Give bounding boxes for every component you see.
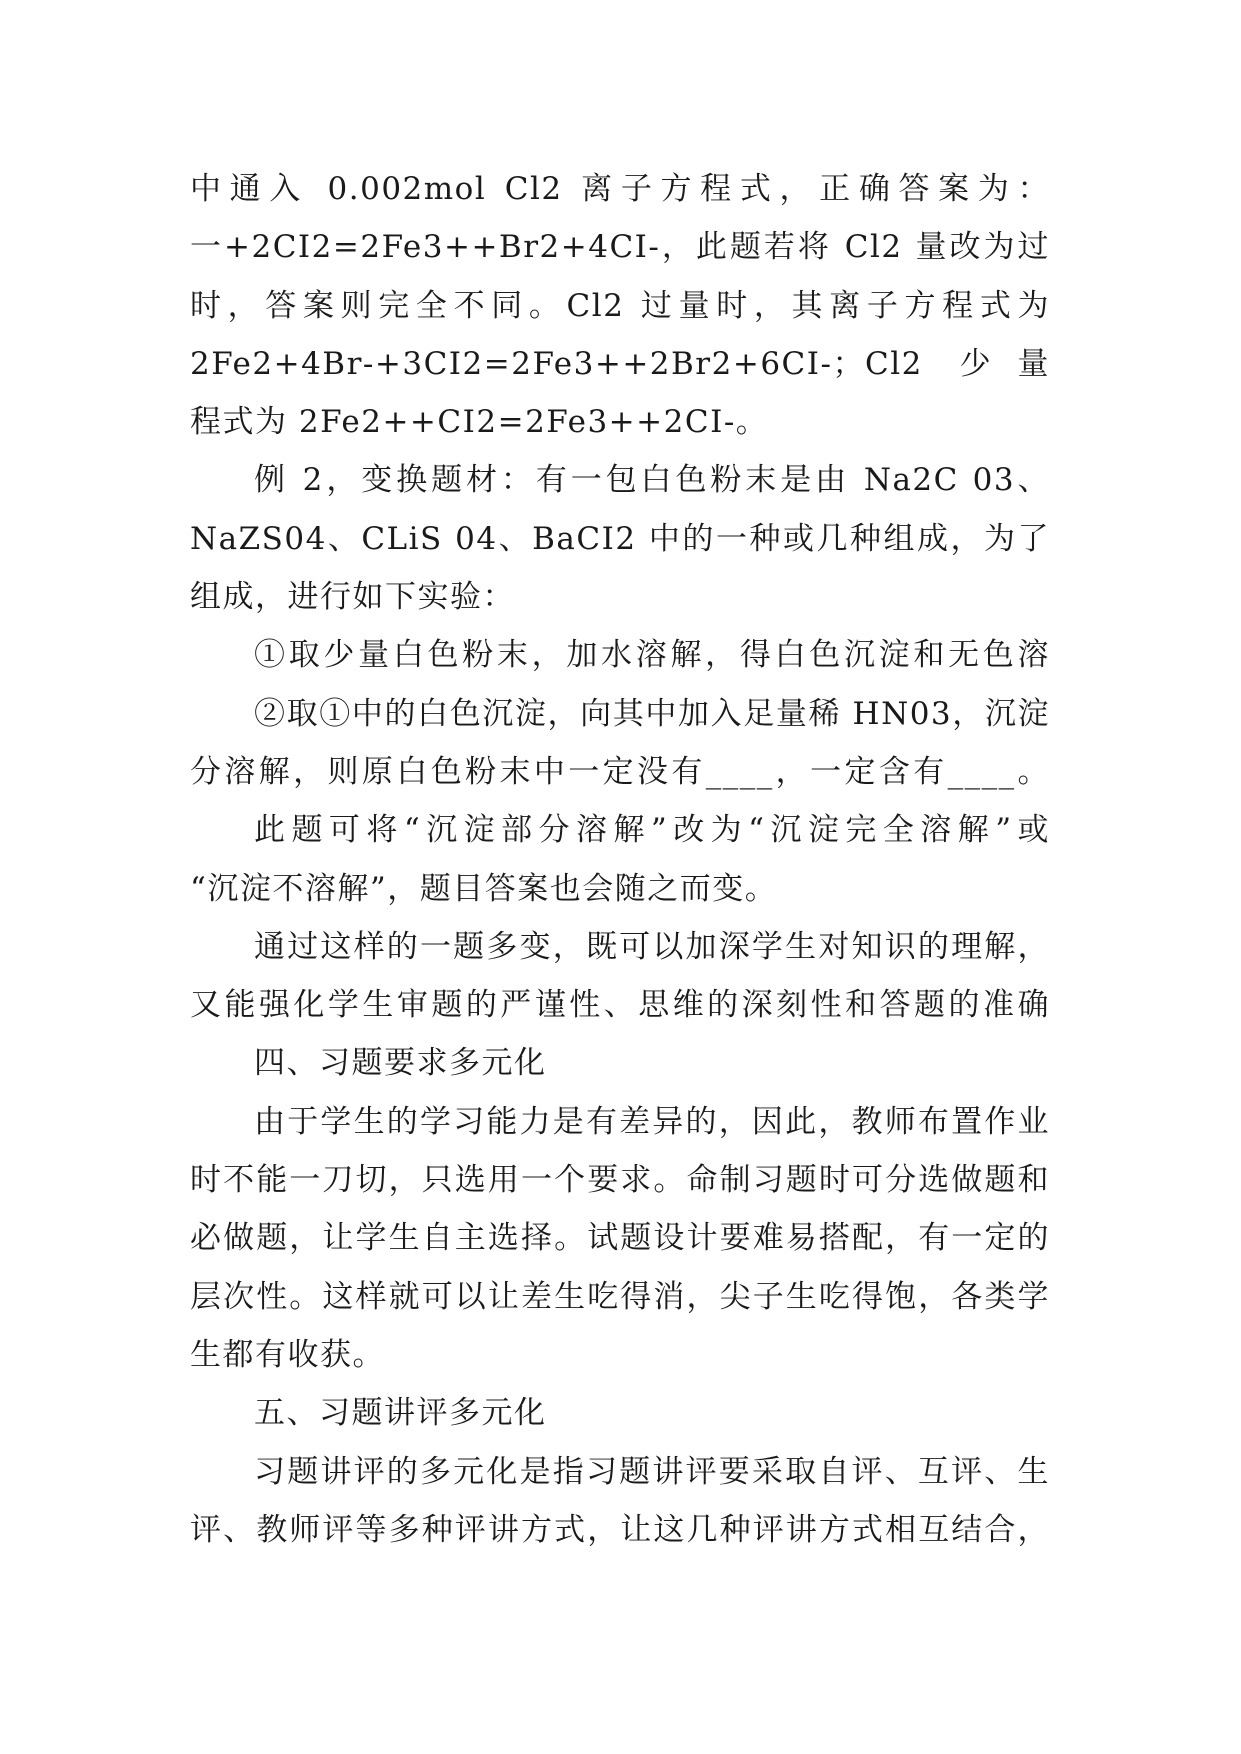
text-line: 分溶解，则原白色粉末中一定没有____，一定含有____。 — [190, 753, 1050, 790]
body-text — [190, 160, 1050, 1559]
section-heading: 五、习题讲评多元化 — [254, 1395, 547, 1432]
text-line: 又能强化学生审题的严谨性、思维的深刻性和答题的准确 — [190, 987, 1050, 1024]
text-line: 由于学生的学习能力是有差异的，因此，教师布置作业 — [254, 1103, 1050, 1140]
text-line: 生都有收获。 — [190, 1336, 385, 1373]
text-line: 通过这样的一题多变，既可以加深学生对知识的理解， — [254, 928, 1050, 965]
section-heading: 四、习题要求多元化 — [254, 1045, 547, 1082]
text-line: ②取①中的白色沉淀，向其中加入足量稀 HN03，沉淀 — [254, 695, 1050, 732]
text-line: NaZS04、CLiS 04、BaCI2 中的一种或几种组成，为了 — [190, 520, 1050, 557]
text-line: “沉淀不溶解”，题目答案也会随之而变。 — [190, 870, 778, 907]
text-line: 例 2，变换题材：有一包白色粉末是由 Na2C 03、 — [254, 462, 1050, 499]
text-line: 组成，进行如下实验： — [190, 579, 515, 616]
text-line: 习题讲评的多元化是指习题讲评要采取自评、互评、生 — [254, 1453, 1050, 1490]
text-line: 时，答案则完全不同。Cl2 过量时，其离子方程式为 — [190, 287, 1050, 324]
text-line: 必做题，让学生自主选择。试题设计要难易搭配，有一定的 — [190, 1220, 1050, 1257]
text-line: 层次性。这样就可以让差生吃得消，尖子生吃得饱，各类学 — [190, 1278, 1050, 1315]
text-line: 2Fe2+4Br-+3CI2=2Fe3++2Br2+6CI-；Cl2 少量 — [190, 345, 1050, 382]
text-line: 中通入 0.002mol Cl2 离子方程式，正确答案为： — [190, 171, 1050, 207]
text-line: 一+2CI2=2Fe3++Br2+4CI-，此题若将 Cl2 量改为过 — [190, 229, 1050, 266]
text-line: ①取少量白色粉末，加水溶解，得白色沉淀和无色溶 — [254, 637, 1050, 674]
text-line: 评、教师评等多种评讲方式，让这几种评讲方式相互结合， — [190, 1511, 1050, 1548]
text-line: 此题可将“沉淀部分溶解”改为“沉淀完全溶解”或 — [254, 812, 1050, 849]
text-line: 程式为 2Fe2++CI2=2Fe3++2CI-。 — [190, 404, 769, 441]
text-line: 时不能一刀切，只选用一个要求。命制习题时可分选做题和 — [190, 1162, 1050, 1199]
